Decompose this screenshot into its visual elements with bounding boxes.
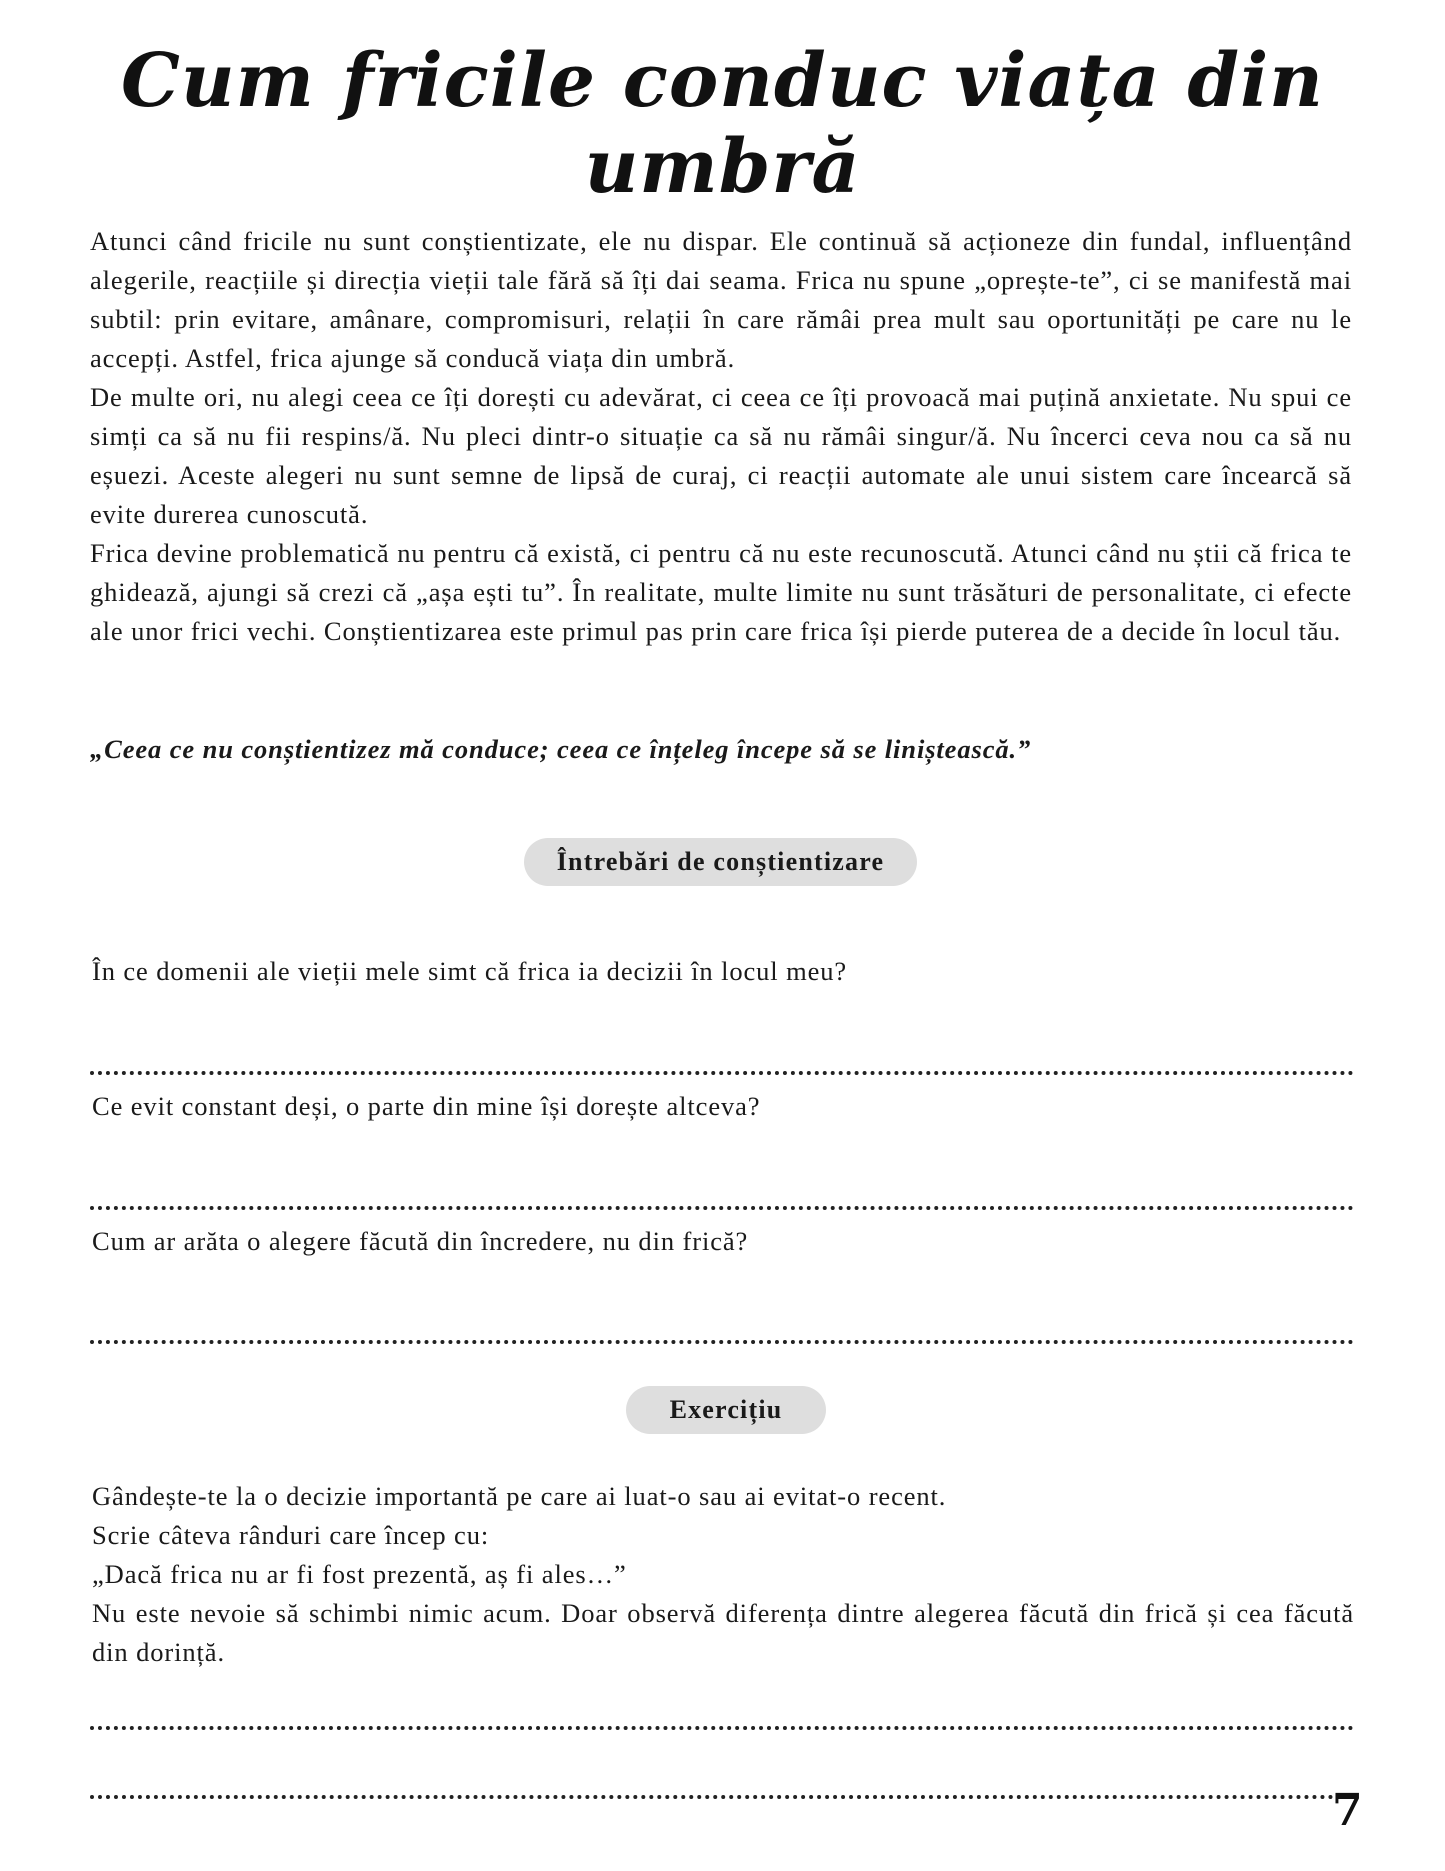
intro-paragraph: De multe ori, nu alegi ceea ce îți dorești cu adevărat, ci ceea ce îți provoacă mai puțină anxietate. Nu spui ce simți ca să nu fii respins/ă. Nu pleci dintr-o situație ca să nu rămâi singur/ă. Nu încerci ceva nou ca să nu eșuezi. Aceste alegeri nu sunt semne de lipsă de curaj, ci reacții automate ale unui sistem care încearcă să evite durerea cunoscută. <box>90 382 1352 529</box>
exercise-line: Scrie câteva rânduri care încep cu: <box>92 1520 490 1550</box>
intro-paragraph: Atunci când fricile nu sunt conștientizate, ele nu dispar. Ele continuă să acționeze din fundal, influențând alegerile, reacțiile și direcția vieții tale fără să îți dai seama. Frica nu spune „oprește-te”, ci se manifestă mai subtil: prin evitare, amânare, compromisuri, relații în care rămâi prea mult sau oportunități pe care nu le accepți. Astfel, frica ajunge să conducă viața din umbră. <box>90 226 1352 373</box>
page-number: 7 <box>1332 1785 1363 1836</box>
writing-line-1[interactable] <box>90 1726 1354 1730</box>
quote: „Ceea ce nu conștientizez mă conduce; ceea ce înțeleg începe să se liniștească.” <box>90 734 1032 764</box>
question-1: În ce domenii ale vieții mele simt că frica ia decizii în locul meu? <box>92 956 848 986</box>
answer-line-3[interactable] <box>90 1340 1354 1344</box>
answer-line-2[interactable] <box>90 1206 1354 1210</box>
question-2: Ce evit constant deși, o parte din mine își dorește altceva? <box>92 1091 761 1121</box>
questions-heading-badge: Întrebări de conștientizare <box>524 838 917 886</box>
exercise-line: Nu este nevoie să schimbi nimic acum. Doar observă diferența dintre alegerea făcută din frică și cea făcută din dorință. <box>92 1598 1354 1667</box>
intro-paragraph: Frica devine problematică nu pentru că există, ci pentru că nu este recunoscută. Atunci când nu știi că frica te ghidează, ajungi să crezi că „așa ești tu”. În realitate, multe limite nu sunt trăsături de personalitate, ci efecte ale unor frici vechi. Conștientizarea este primul pas prin care frica își pierde puterea de a decide în locul tău. <box>90 538 1352 646</box>
page-title: Cum fricile conduc viața din umbră <box>120 38 1324 210</box>
answer-line-1[interactable] <box>90 1071 1354 1075</box>
writing-line-2[interactable] <box>90 1795 1334 1799</box>
exercise-heading-badge: Exercițiu <box>626 1386 826 1434</box>
exercise-line: „Dacă frica nu ar fi fost prezentă, aș fi ales…” <box>92 1559 627 1589</box>
question-3: Cum ar arăta o alegere făcută din încredere, nu din frică? <box>92 1226 749 1256</box>
intro-text <box>90 222 1352 651</box>
exercise-line: Gândește-te la o decizie importantă pe care ai luat-o sau ai evitat-o recent. <box>92 1481 947 1511</box>
exercise-text <box>92 1477 1354 1672</box>
